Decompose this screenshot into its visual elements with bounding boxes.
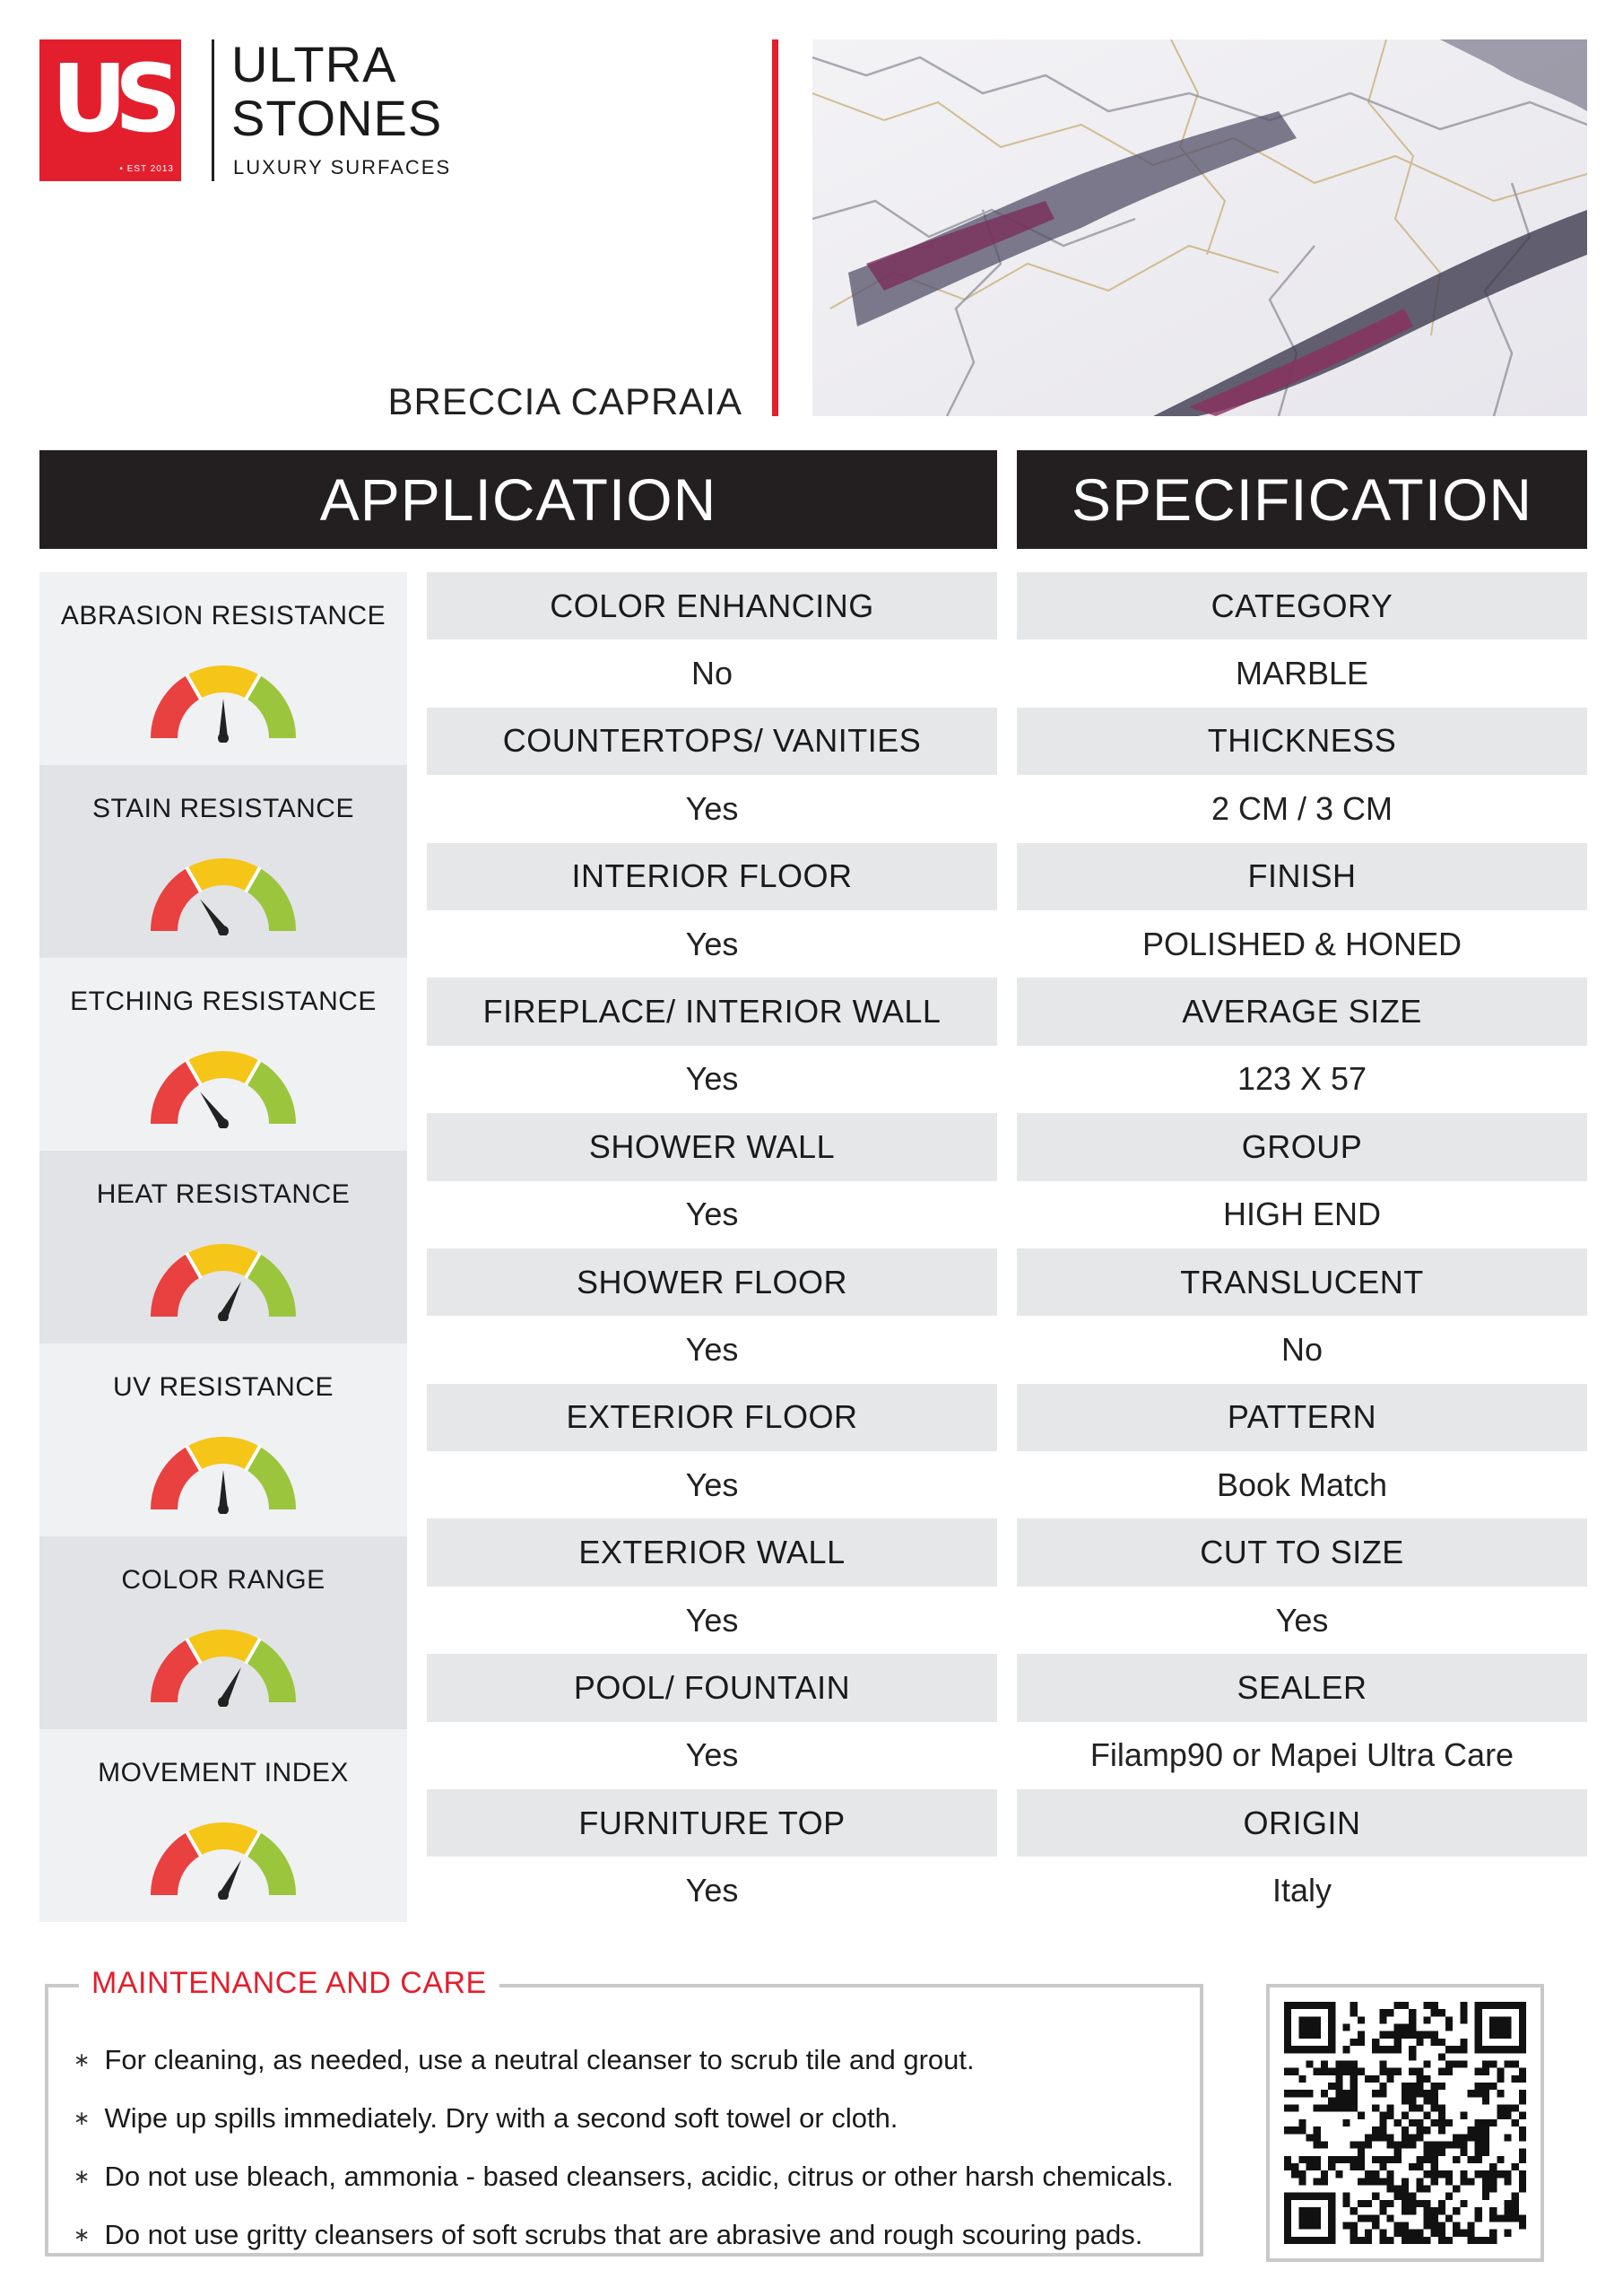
gauge-label: MOVEMENT INDEX [98, 1758, 349, 1787]
gauge-yellow-segment [194, 872, 253, 880]
gauge-card [39, 958, 407, 1151]
specification-row-label: PATTERN [1017, 1384, 1587, 1451]
maintenance-text: Do not use bleach, ammonia - based cleansers, acidic, citrus or other harsh chemicals. [104, 2160, 1174, 2192]
application-row-label: POOL/ FOUNTAIN [427, 1654, 997, 1721]
logo-monogram: US [51, 44, 169, 153]
specification-row-value: 123 X 57 [1017, 1046, 1587, 1113]
gauge-red-segment [164, 1651, 194, 1702]
gauge-red-segment [164, 1844, 194, 1895]
application-row-value: Yes [427, 910, 997, 978]
application-row-label: EXTERIOR WALL [427, 1518, 997, 1586]
gauge-needle [219, 1470, 228, 1509]
logo-est: • EST 2013 [119, 164, 174, 174]
gauge-label: ETCHING RESISTANCE [70, 987, 377, 1016]
gauge-red-segment [164, 1073, 194, 1124]
application-row-label: COUNTERTOPS/ VANITIES [427, 708, 997, 775]
specification-row-label: GROUP [1017, 1113, 1587, 1180]
specification-row-value: Book Match [1017, 1451, 1587, 1518]
application-row-label: EXTERIOR FLOOR [427, 1384, 997, 1451]
maintenance-text: Do not use gritty cleansers of soft scrubs that are abrasive and rough scouring pads. [104, 2218, 1143, 2250]
specification-row-value: 2 CM / 3 CM [1017, 775, 1587, 842]
application-row-label: FIREPLACE/ INTERIOR WALL [427, 978, 997, 1045]
bullet-icon: ∗ [74, 2164, 91, 2187]
brand-logo [39, 39, 181, 181]
application-row-value: Yes [427, 1181, 997, 1248]
gauge-label: UV RESISTANCE [113, 1372, 334, 1402]
gauge-label: HEAT RESISTANCE [96, 1179, 351, 1209]
logo-divider [212, 39, 214, 181]
bullet-icon: ∗ [74, 2222, 91, 2246]
gauge-icon [147, 1819, 299, 1900]
gauge-red-segment [164, 880, 194, 931]
gauge-yellow-segment [194, 1065, 253, 1073]
bullet-icon: ∗ [74, 2106, 91, 2129]
maintenance-item [74, 2205, 1174, 2264]
application-row-label: COLOR ENHANCING [427, 572, 997, 639]
application-row-value: Yes [427, 1722, 997, 1789]
maintenance-text: For cleaning, as needed, use a neutral cleanser to scrub tile and grout. [104, 2043, 975, 2075]
specification-row-label: FINISH [1017, 843, 1587, 910]
specification-row-value: MARBLE [1017, 639, 1587, 707]
application-row-value: Yes [427, 775, 997, 842]
application-row-value: No [427, 639, 997, 707]
gauge-icon [147, 662, 299, 743]
brand-name-line2: STONES [231, 90, 443, 146]
gauge-card [39, 1729, 407, 1922]
specification-row-label: SEALER [1017, 1654, 1587, 1721]
specification-row-label: TRANSLUCENT [1017, 1248, 1587, 1316]
gauge-card [39, 1344, 407, 1536]
specification-row-label: CUT TO SIZE [1017, 1518, 1587, 1586]
gauge-green-segment [253, 1073, 282, 1124]
gauge-green-segment [253, 1651, 282, 1702]
specification-row-value: HIGH END [1017, 1181, 1587, 1248]
gauge-green-segment [253, 880, 282, 931]
brand-tagline: LUXURY SURFACES [233, 156, 452, 178]
gauge-red-segment [164, 1265, 194, 1317]
application-row-value: Yes [427, 1316, 997, 1383]
gauge-yellow-segment [194, 1836, 253, 1844]
product-title: BRECCIA CAPRAIA [387, 380, 742, 422]
gauge-icon [147, 1048, 299, 1128]
specification-row-label: AVERAGE SIZE [1017, 978, 1587, 1045]
specification-row-value: POLISHED & HONED [1017, 910, 1587, 978]
specification-row-label: ORIGIN [1017, 1789, 1587, 1857]
gauge-green-segment [253, 687, 282, 738]
gauge-yellow-segment [194, 1643, 253, 1651]
application-row-label: INTERIOR FLOOR [427, 843, 997, 910]
gauge-card [39, 765, 407, 958]
maintenance-text: Wipe up spills immediately. Dry with a second soft towel or cloth. [104, 2101, 898, 2134]
application-table [427, 572, 997, 1925]
application-header: APPLICATION [39, 450, 997, 549]
application-row-value: Yes [427, 1046, 997, 1113]
gauge-card [39, 1536, 407, 1729]
gauge-green-segment [253, 1844, 282, 1895]
gauge-green-segment [253, 1265, 282, 1317]
gauge-card [39, 1151, 407, 1344]
qr-code-icon[interactable] [1266, 1984, 1544, 2262]
specification-row-value: No [1017, 1316, 1587, 1383]
gauge-icon [147, 1240, 299, 1321]
gauge-green-segment [253, 1458, 282, 1509]
maintenance-list [74, 2031, 1174, 2264]
specification-row-label: THICKNESS [1017, 708, 1587, 775]
gauge-red-segment [164, 1458, 194, 1509]
gauge-yellow-segment [194, 1257, 253, 1265]
specification-row-label: CATEGORY [1017, 572, 1587, 639]
application-row-value: Yes [427, 1451, 997, 1518]
gauge-needle [219, 699, 228, 738]
maintenance-title: MAINTENANCE AND CARE [79, 1966, 499, 2001]
specification-header: SPECIFICATION [1017, 450, 1587, 549]
accent-divider [772, 39, 778, 416]
gauge-icon [147, 1626, 299, 1707]
resistance-gauges [39, 572, 407, 1922]
application-row-label: SHOWER WALL [427, 1113, 997, 1180]
gauge-label: STAIN RESISTANCE [92, 794, 354, 823]
specification-row-value: Yes [1017, 1587, 1587, 1654]
maintenance-item [74, 2031, 1174, 2089]
gauge-yellow-segment [194, 679, 253, 687]
gauge-label: ABRASION RESISTANCE [60, 601, 386, 631]
maintenance-box [45, 1966, 1203, 2257]
application-row-value: Yes [427, 1857, 997, 1924]
maintenance-item [74, 2147, 1174, 2205]
maintenance-item [74, 2089, 1174, 2147]
gauge-yellow-segment [194, 1450, 253, 1458]
brand-name-line1: ULTRA [231, 36, 397, 92]
bullet-icon: ∗ [74, 2048, 91, 2071]
gauge-icon [147, 1433, 299, 1514]
application-row-label: FURNITURE TOP [427, 1789, 997, 1857]
specification-row-value: Filamp90 or Mapei Ultra Care [1017, 1722, 1587, 1789]
specification-row-value: Italy [1017, 1857, 1587, 1924]
specification-table [1017, 572, 1587, 1925]
stone-photo [812, 39, 1587, 416]
application-row-label: SHOWER FLOOR [427, 1248, 997, 1316]
application-row-value: Yes [427, 1587, 997, 1654]
gauge-label: COLOR RANGE [121, 1565, 325, 1595]
gauge-card [39, 572, 407, 765]
gauge-red-segment [164, 687, 194, 738]
gauge-icon [147, 855, 299, 935]
